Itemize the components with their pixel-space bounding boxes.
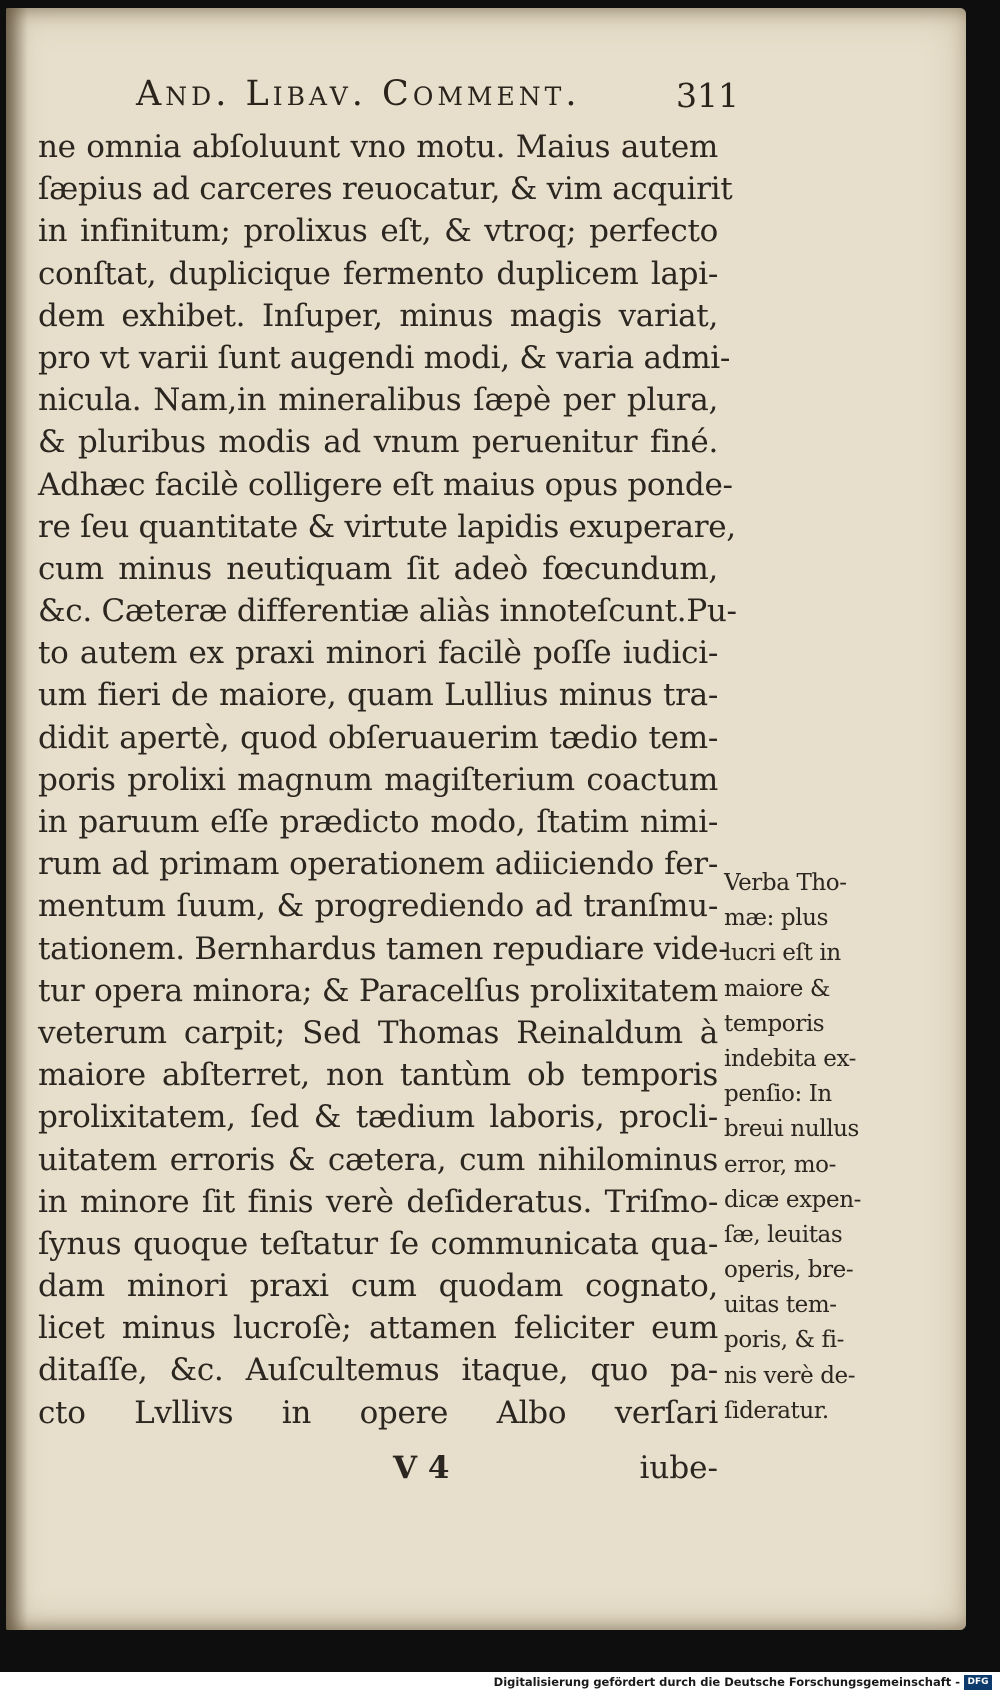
- margin-note-line: dicæ expen-: [724, 1186, 861, 1213]
- text-line: ſynus quoque teſtatur ſe communicata qua-: [38, 1225, 718, 1262]
- dfg-logo-icon: DFG: [964, 1675, 992, 1690]
- text-line: tur opera minora; & Paracelſus prolixitatem: [38, 972, 718, 1009]
- text-line: ne omnia abſoluunt vno motu. Maius autem: [38, 129, 718, 165]
- margin-note-line: error, mo-: [724, 1151, 836, 1178]
- margin-note-line: operis, bre-: [724, 1257, 854, 1284]
- page-foot: [38, 1450, 718, 1492]
- text-line: licet minus lucroſè; attamen feliciter eum: [38, 1310, 718, 1347]
- text-line: in paruum eſſe prædicto modo, ſtatim nimi-: [38, 804, 718, 840]
- main-text-block: [38, 126, 737, 1434]
- text-line: uitatem erroris & cætera, cum nihilominus: [38, 1141, 718, 1178]
- text-line: um fieri de maiore, quam Lullius minus tra-: [38, 677, 718, 714]
- text-line: cto Lvllivs in opere Albo verſari: [38, 1394, 718, 1431]
- text-line: Adhæc facilè colligere eſt maius opus ponde-: [38, 466, 733, 503]
- text-line: dem exhibet. Inſuper, minus magis variat,: [38, 297, 718, 334]
- funding-credit: Digitalisierung gefördert durch die Deutsche Forschungsgemeinschaft -: [493, 1675, 960, 1689]
- text-line: tationem. Bernhardus tamen repudiare vide-: [38, 930, 729, 967]
- margin-note-line: Verba Tho-: [724, 870, 847, 896]
- text-line: prolixitatem, ſed & tædium laboris, procli-: [38, 1099, 718, 1136]
- margin-note-line: indebita ex-: [724, 1045, 856, 1072]
- text-line: re ſeu quantitate & virtute lapidis exuperare,: [38, 508, 736, 545]
- margin-note-line: ſæ, leuitas: [724, 1221, 843, 1248]
- margin-note-line: ſideratur.: [724, 1397, 829, 1424]
- marginal-note: [724, 866, 884, 1429]
- margin-note-line: penſio: In: [724, 1081, 832, 1108]
- text-line: in infinitum; prolixus eſt, & vtroq; perfecto: [38, 213, 718, 250]
- text-line: in minore ſit finis verè deſideratus. Triſmo-: [38, 1183, 718, 1220]
- text-line: didit apertè, quod obſeruauerim tædio tem-: [38, 719, 718, 756]
- text-line: pro vt varii ſunt augendi modi, & varia admi-: [38, 339, 731, 376]
- signature-mark: V 4: [393, 1450, 450, 1486]
- text-line: conſtat, duplicique fermento duplicem lapi-: [38, 255, 718, 292]
- digitization-footer: [0, 1672, 1000, 1695]
- page-number: 311: [676, 76, 739, 115]
- margin-note-line: uitas tem-: [724, 1292, 837, 1319]
- text-line: rum ad primam operationem adiiciendo fer-: [38, 846, 718, 883]
- margin-note-line: breui nullus: [724, 1116, 859, 1143]
- margin-note-line: maiore &: [724, 975, 830, 1002]
- catchword: iube-: [639, 1450, 718, 1486]
- text-line: & pluribus modis ad vnum peruenitur finé.: [38, 424, 718, 461]
- text-line: poris prolixi magnum magiſterium coactum: [38, 761, 718, 798]
- book-page: [6, 8, 966, 1630]
- text-line: mentum ſuum, & progrediendo ad tranſmu-: [38, 888, 718, 925]
- margin-note-line: mæ: plus: [724, 905, 828, 932]
- text-line: cum minus neutiquam ſit adeò fœcundum,: [38, 550, 718, 587]
- text-line: nicula. Nam,in mineralibus ſæpè per plura,: [38, 382, 718, 419]
- margin-note-line: poris, & fi-: [724, 1327, 844, 1354]
- margin-note-line: temporis: [724, 1010, 825, 1037]
- text-line: to autem ex praxi minori facilè poſſe iudici-: [38, 635, 718, 672]
- text-line: veterum carpit; Sed Thomas Reinaldum à: [38, 1014, 718, 1051]
- text-line: dam minori praxi cum quodam cognato,: [38, 1268, 718, 1305]
- text-line: maiore abſterret, non tantùm ob temporis: [38, 1057, 718, 1094]
- text-line: ſæpius ad carceres reuocatur, & vim acquirit: [38, 171, 733, 208]
- text-line: ditaſſe, &c. Auſcultemus itaque, quo pa-: [38, 1352, 718, 1389]
- margin-note-line: lucri eſt in: [724, 940, 841, 967]
- running-header: And. Libav. Comment.: [136, 74, 581, 114]
- text-line: &c. Cæteræ differentiæ aliàs innoteſcunt.Pu-: [38, 593, 737, 630]
- margin-note-line: nis verè de-: [724, 1362, 856, 1389]
